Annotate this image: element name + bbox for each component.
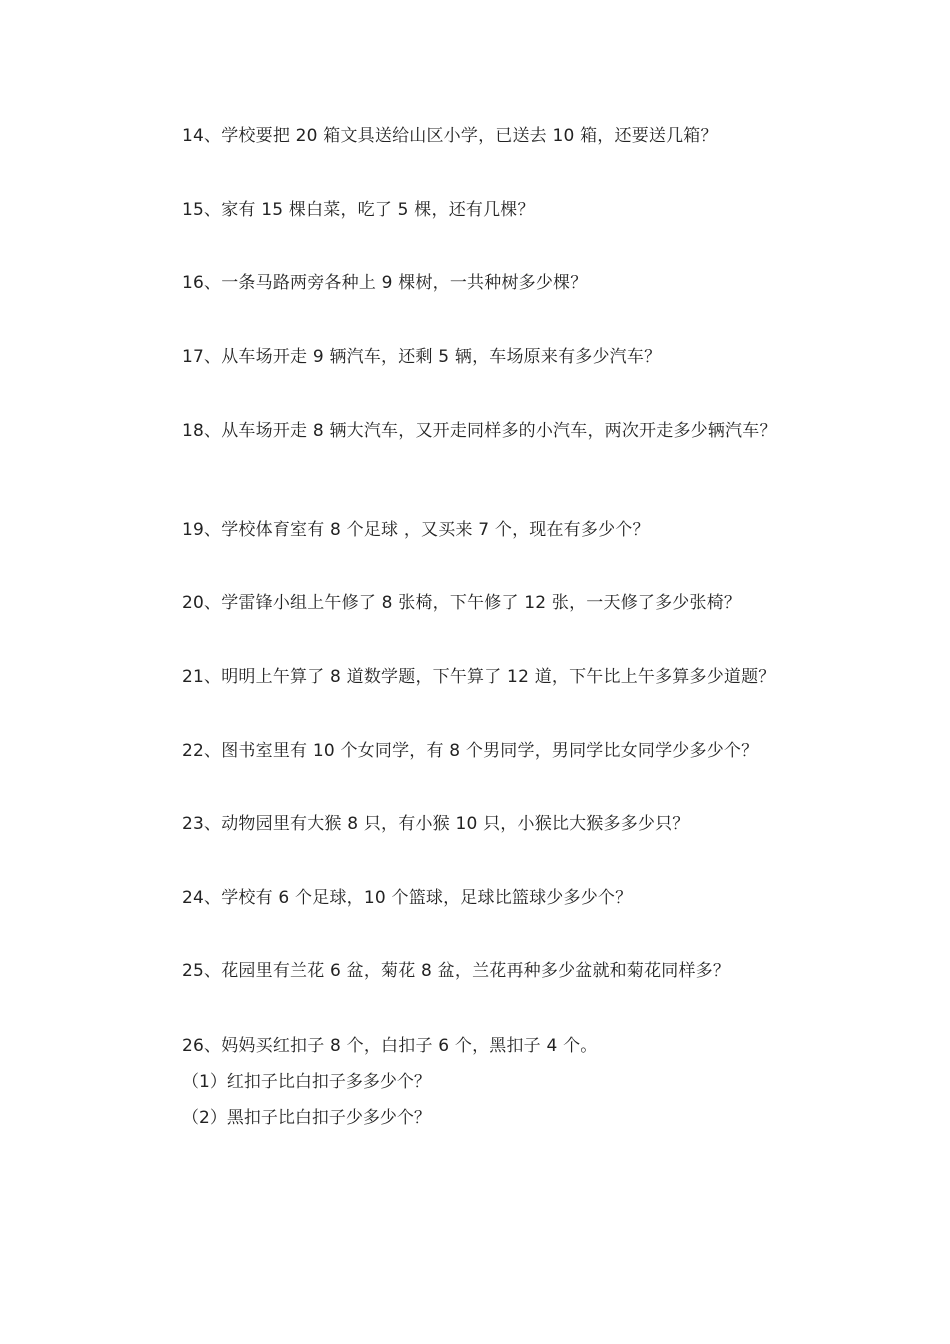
question-18: 18、从车场开走 8 辆大汽车，又开走同样多的小汽车，两次开走多少辆汽车？ — [182, 421, 777, 441]
question-20: 20、学雷锋小组上午修了 8 张椅，下午修了 12 张，一天修了多少张椅？ — [182, 593, 742, 613]
subquestion-2: （2）黑扣子比白扣子少多少个？ — [182, 1108, 431, 1128]
question-26: 26、妈妈买红扣子 8 个，白扣子 6 个，黑扣子 4 个。 — [182, 1036, 598, 1056]
question-22: 22、图书室里有 10 个女同学，有 8 个男同学，男同学比女同学少多少个？ — [182, 741, 759, 761]
question-24: 24、学校有 6 个足球，10 个篮球，足球比篮球少多少个？ — [182, 888, 633, 908]
question-21: 21、明明上午算了 8 道数学题，下午算了 12 道，下午比上午多算多少道题？ — [182, 667, 776, 687]
subquestion-1: （1）红扣子比白扣子多多少个？ — [182, 1072, 431, 1092]
question-17: 17、从车场开走 9 辆汽车，还剩 5 辆，车场原来有多少汽车？ — [182, 347, 662, 367]
question-16: 16、一条马路两旁各种上 9 棵树，一共种树多少棵？ — [182, 273, 588, 293]
question-19: 19、学校体育室有 8 个足球 ，又买来 7 个，现在有多少个？ — [182, 520, 650, 540]
question-25: 25、花园里有兰花 6 盆，菊花 8 盆，兰花再种多少盆就和菊花同样多？ — [182, 961, 731, 981]
question-14: 14、学校要把 20 箱文具送给山区小学，已送去 10 箱，还要送几箱？ — [182, 126, 718, 146]
question-15: 15、家有 15 棵白菜，吃了 5 棵，还有几棵？ — [182, 200, 535, 220]
question-23: 23、动物园里有大猴 8 只，有小猴 10 只，小猴比大猴多多少只？ — [182, 814, 690, 834]
